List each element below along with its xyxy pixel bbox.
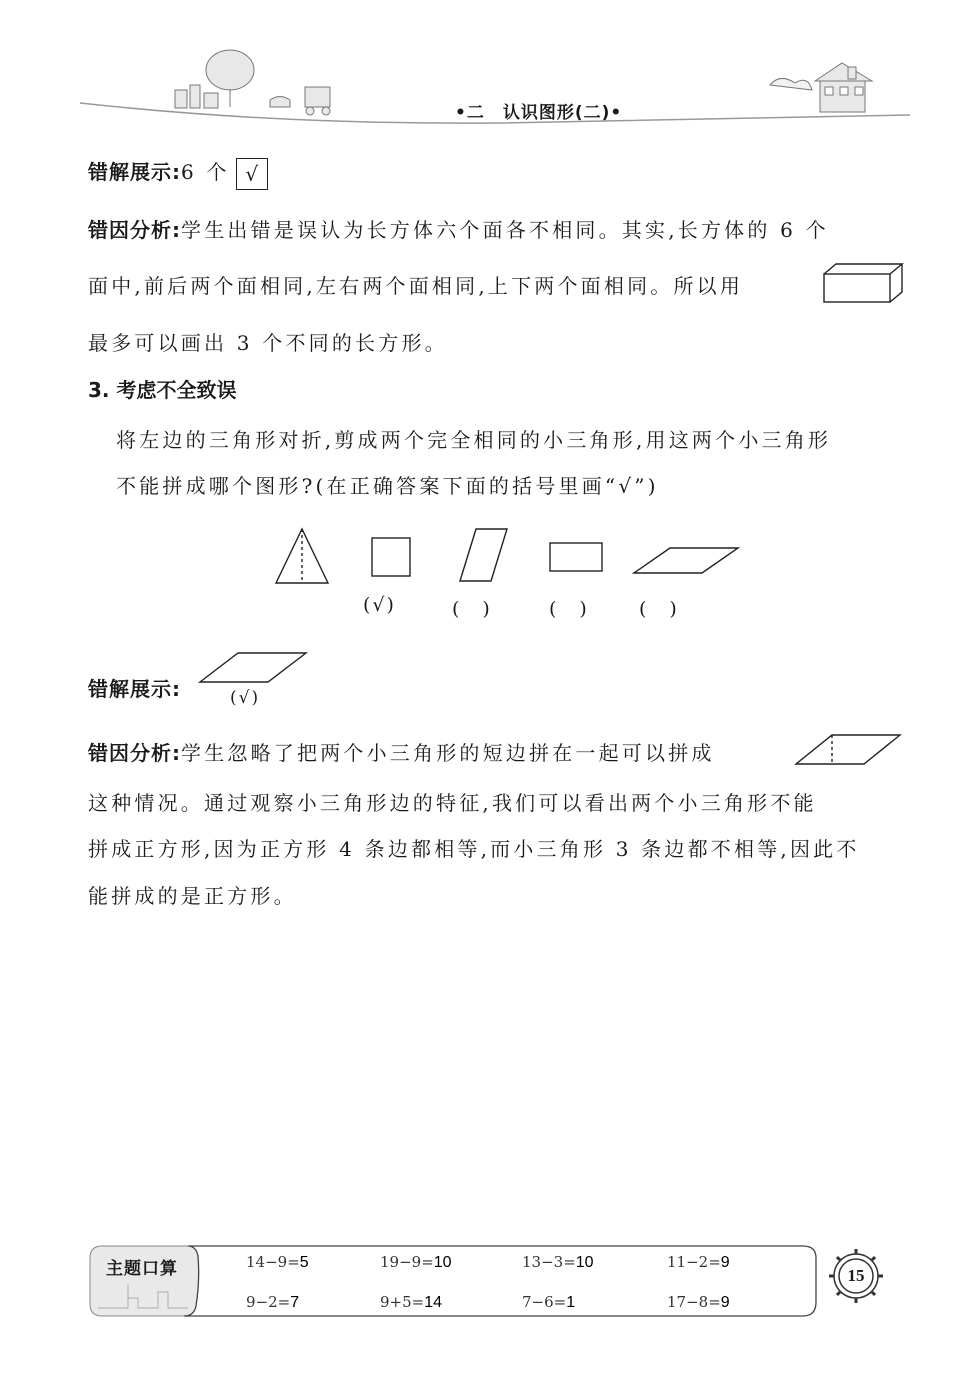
error-analysis-2-line-1: [88, 737, 715, 766]
answer-parallelogram: [198, 650, 310, 686]
question-line-1: 将左边的三角形对折,剪成两个完全相同的小三角形,用这两个小三角形: [116, 428, 832, 452]
shapes-row: [270, 525, 750, 587]
calc-item: [522, 1253, 594, 1272]
calc-item: [380, 1253, 452, 1272]
page-number: 15: [847, 1266, 865, 1285]
answer-paren-4: ( ): [639, 598, 679, 620]
wrong-answer-paragraph: [88, 156, 268, 190]
answer-box: √: [236, 158, 268, 190]
chapter-title: •二 认识图形(二)•: [455, 103, 623, 123]
error-analysis-label: 错因分析:: [88, 218, 181, 242]
section-3-title: 3. 考虑不全致误: [88, 378, 237, 402]
calc-answer: 9: [720, 1294, 730, 1311]
calc-item: [522, 1293, 575, 1312]
error-analysis-2-line-4: 能拼成的是正方形。: [88, 884, 297, 908]
answer-paren-3: ( ): [549, 598, 589, 620]
wrong-answer-label: 错解展示:: [88, 160, 181, 184]
wrong-answer-2-paragraph: [88, 673, 181, 702]
error-analysis-2-line-3: 拼成正方形,因为正方形 4 条边都相等,而小三角形 3 条边都不相等,因此不: [88, 837, 860, 861]
calc-expr: 13−3=: [522, 1253, 576, 1271]
calc-answer: 9: [720, 1254, 730, 1271]
error-analysis-2-text-1: 学生忽略了把两个小三角形的短边拼在一起可以拼成: [181, 741, 715, 765]
wrong-answer-2-mark: (√): [230, 688, 261, 708]
calc-answer: 1: [566, 1294, 576, 1311]
calc-expr: 11−2=: [667, 1253, 721, 1271]
calc-answer: 10: [433, 1254, 452, 1271]
rectangle-shape: [550, 543, 602, 571]
error-analysis-line-3: 最多可以画出 3 个不同的长方形。: [88, 331, 448, 355]
calc-item: [667, 1253, 730, 1272]
calc-expr: 14−9=: [246, 1253, 300, 1271]
answer-paren-1: (√): [363, 594, 396, 616]
calc-answer: 7: [290, 1294, 300, 1311]
calc-expr: 7−6=: [522, 1293, 567, 1311]
calc-item: [380, 1293, 442, 1312]
square-shape: [372, 538, 410, 576]
calc-item: [246, 1293, 299, 1312]
calc-answer: 10: [575, 1254, 594, 1271]
wrong-answer-2-label: 错解展示:: [88, 677, 181, 701]
error-analysis-text-1: 学生出错是误认为长方体六个面各不相同。其实,长方体的 6 个: [181, 218, 829, 242]
error-analysis-line-1: [88, 214, 829, 243]
calc-answer: 5: [299, 1254, 309, 1271]
calc-answer: 14: [424, 1294, 443, 1311]
error-analysis-2-line-2: 这种情况。通过观察小三角形边的特征,我们可以看出两个小三角形不能: [88, 791, 817, 815]
error-analysis-line-2: 面中,前后两个面相同,左右两个面相同,上下两个面相同。所以用: [88, 274, 744, 298]
calc-expr: 9+5=: [380, 1293, 425, 1311]
cuboid-figure: [822, 262, 904, 304]
calc-item: [246, 1253, 309, 1272]
question-line-2: 不能拼成哪个图形?(在正确答案下面的括号里画“√”): [116, 474, 659, 498]
parallelogram-with-divider: [794, 732, 904, 768]
tall-parallelogram-shape: [460, 529, 507, 581]
error-analysis-2-label: 错因分析:: [88, 741, 181, 765]
mental-math-title: 主题口算: [106, 1259, 178, 1279]
calc-item: [667, 1293, 730, 1312]
answer-paren-2: ( ): [452, 598, 492, 620]
flat-parallelogram-shape: [634, 548, 738, 573]
calc-expr: 9−2=: [246, 1293, 291, 1311]
calc-expr: 19−9=: [380, 1253, 434, 1271]
calc-expr: 17−8=: [667, 1293, 721, 1311]
wrong-answer-text: 6 个: [181, 160, 230, 184]
